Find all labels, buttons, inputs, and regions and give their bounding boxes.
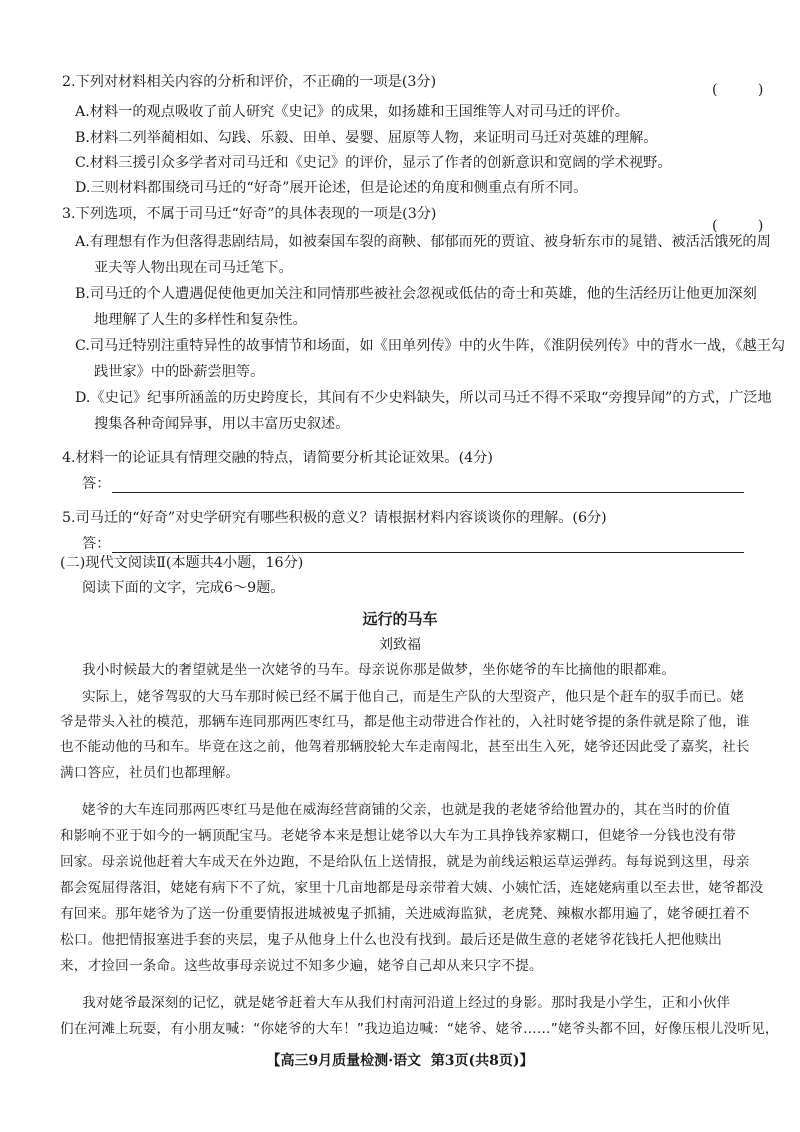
story-author: 刘致福 <box>379 637 421 653</box>
story-line: 松口。他把情报塞进手套的夹层，鬼子从他身上什么也没有找到。最后还是做生意的老姥爷花钱托人把他赎出 <box>60 932 723 948</box>
story-line: 爷是带头入社的模范，那辆车连同那两匹枣红马，都是他主动带进合作社的，入社时姥爷提的条件就是除了他，谁 <box>60 714 750 730</box>
q3-option-c-line2: 践世家》中的卧薪尝胆等。 <box>94 364 265 380</box>
q4-stem: 4.材料一的论证具有情理交融的特点，请简要分析其论证效果。(4分) <box>62 450 493 466</box>
story-line: 们在河滩上玩耍，有小朋友喊：“你姥爷的大车！”我边追边喊：“姥爷、姥爷……”姥爷头都不回，好像压根儿没听见， <box>60 1021 779 1037</box>
story-line: 实际上，姥爷驾驭的大马车那时候已经不属于他自己，而是生产队的大型资产，他只是个赶车的驭手而已。姥 <box>82 689 745 705</box>
q3-option-d-line2: 搜集各种奇闻异事，用以丰富历史叙述。 <box>94 416 350 432</box>
section-heading: (二)现代文阅读Ⅱ(本题共4小题，16分) <box>60 555 304 571</box>
footer-left-bracket: 【 <box>266 1053 281 1069</box>
footer-page-number: 第3页(共8页) <box>430 1053 520 1069</box>
story-line: 姥爷的大车连同那两匹枣红马是他在威海经营商铺的父亲，也就是我的老姥爷给他置办的，其在当时的价值 <box>82 802 731 818</box>
q3-option-a-line2: 亚夫等人物出现在司马迁笔下。 <box>94 260 293 276</box>
story-line: 回家。母亲说他赶着大车成天在外边跑，不是给队伍上送情报，就是为前线运粮运草运弹药。每每说到这里，母亲 <box>60 854 750 870</box>
q2-option-a: A.材料一的观点吸收了前人研究《史记》的成果，如扬雄和王国维等人对司马迁的评价。 <box>75 104 629 120</box>
story-line: 也不能动他的马和车。毕竟在这之前，他驾着那辆胶轮大车走南闯北，甚至出生入死，姥爷还因此受了嘉奖，社长 <box>60 739 750 755</box>
section-instruction: 阅读下面的文字，完成6～9题。 <box>82 580 285 596</box>
footer-right-bracket: 】 <box>519 1053 534 1069</box>
story-line: 都会冤屈得落泪，姥姥有病下不了炕，家里十几亩地都是母亲带着大姨、小姨忙活，连姥姥病重以至去世，姥爷都没 <box>60 880 764 896</box>
q2-option-d: D.三则材料都围绕司马迁的“好奇”展开论述，但是论述的角度和侧重点有所不同。 <box>75 180 588 196</box>
story-line: 来，才捡回一条命。这些故事母亲说过不知多少遍，姥爷自己却从来只字不提。 <box>60 958 543 974</box>
footer-exam-name: 高三9月质量检测 <box>280 1053 389 1069</box>
q3-stem: 3.下列选项，不属于司马迁“好奇”的具体表现的一项是(3分) <box>62 206 437 222</box>
page-footer <box>0 1050 800 1070</box>
q2-stem: 2.下列对材料相关内容的分析和评价，不正确的一项是(3分) <box>62 74 437 90</box>
q3-option-d-line1: D.《史记》纪事所涵盖的历史跨度长，其间有不少史料缺失，所以司马迁不得不采取“旁搜异闻”的方式，广泛地 <box>75 390 772 406</box>
q3-option-c-line1: C.司马迁特别注重特异性的故事情节和场面，如《田单列传》中的火牛阵，《淮阴侯列传》中的背水一战，《越王勾 <box>75 338 786 354</box>
footer-dot: · <box>388 1053 394 1069</box>
q3-option-b-line2: 地理解了人生的多样性和复杂性。 <box>94 312 307 328</box>
q5-answer-label: 答： <box>82 536 111 552</box>
footer-subject: 语文 <box>393 1053 422 1069</box>
q3-option-b-line1: B.司马迁的个人遭遇促使他更加关注和同情那些被社会忽视或低估的奇士和英雄，他的生活经历让他更加深刻 <box>75 286 757 302</box>
story-title: 远行的马车 <box>362 610 438 628</box>
q4-answer-line[interactable] <box>112 492 744 493</box>
story-line: 有回来。那年姥爷为了送一份重要情报进城被鬼子抓捕，关进威海监狱，老虎凳、辣椒水都用遍了，姥爷硬扛着不 <box>60 906 750 922</box>
story-line: 和影响不亚于如今的一辆顶配宝马。老姥爷本来是想让姥爷以大车为工具挣钱养家糊口，但姥爷一分钱也没有带 <box>60 828 736 844</box>
story-line: 我对姥爷最深刻的记忆，就是姥爷赶着大车从我们村南河沿道上经过的身影。那时我是小学生，正和小伙伴 <box>82 995 731 1011</box>
q2-option-b: B.材料二列举蔺相如、勾践、乐毅、田单、晏婴、屈原等人物，来证明司马迁对英雄的理解。 <box>75 130 658 146</box>
q3-option-a-line1: A.有理想有作为但落得悲剧结局，如被秦国车裂的商鞅、郁郁而死的贾谊、被身斩东市的晁错、被活活饿死的周 <box>75 234 771 250</box>
story-line: 满口答应，社员们也都理解。 <box>60 765 240 781</box>
q2-answer-paren: ( ) <box>712 82 782 98</box>
q5-stem: 5.司马迁的“好奇”对史学研究有哪些积极的意义？请根据材料内容谈谈你的理解。(6分) <box>62 510 607 526</box>
story-line: 我小时候最大的奢望就是坐一次姥爷的马车。母亲说你那是做梦，坐你姥爷的车比摘他的眼都难。 <box>82 662 676 678</box>
q3-answer-paren: ( ) <box>712 218 782 234</box>
q4-answer-label: 答： <box>82 476 111 492</box>
q2-option-c: C.材料三援引众多学者对司马迁和《史记》的评价，显示了作者的创新意识和宽阔的学术视野。 <box>75 155 672 171</box>
